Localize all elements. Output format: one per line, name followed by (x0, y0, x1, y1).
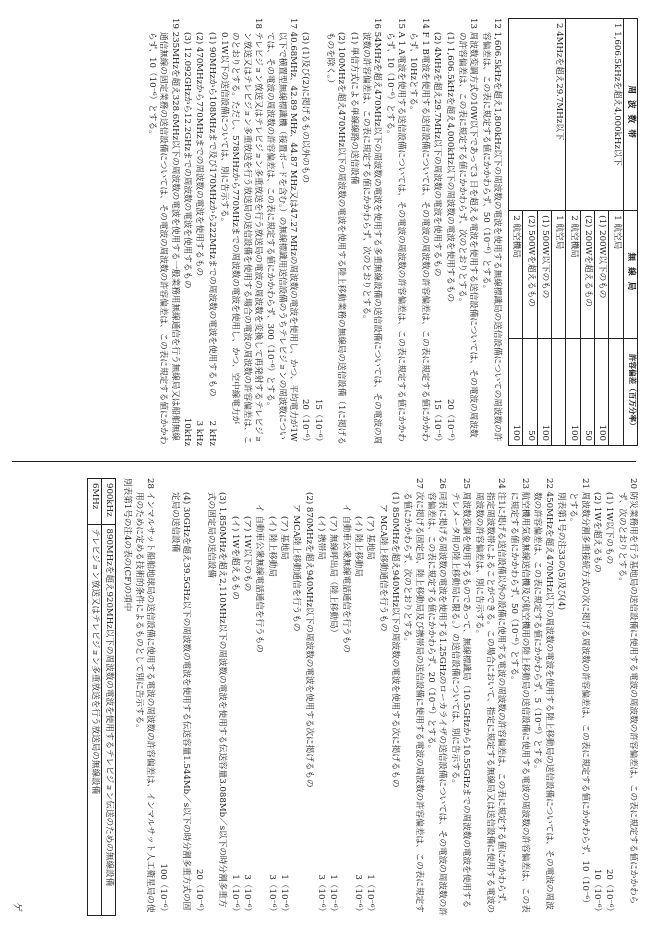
replacement-table (87, 478, 117, 916)
note-27-item: (4) 30GHzを超え39.5GHz以下の周波数の電波を使用する伝送容量1.544Mb／s以下の時分割多重方式の固定局の送信設備 (169, 492, 192, 911)
note-18-item (181, 18, 192, 446)
note-23: 23 航空機用気象無線送信機及び航空機用の陸上移動局の送信設備に使用する電波の周波数の許容偏差は、この表に規定する値にかかわらず、50（10⁻⁶）とする。 (508, 478, 530, 913)
note-25: 25 周波数変調を使用するものであって、無線標識局（10.5GHzから10.55GHzまでの周波数の電波を使用するテレメータ用の陸上移動局に限る。）の送信設備については、別に告示する。 (449, 478, 472, 909)
item-value: 3（10⁻⁶） (316, 874, 327, 916)
note-17: 17 40.68MHz、42.89 MHz、44.87 MHz又は47.27 MHzの周波数の電波を使用し、かつ、平均電力が1W以下で横置型無線標識機（接置ボードを含む。）の無線標識用送信設備のうちテレビジョンの周波数については、その電波の周波数の許容偏差は、この表に規定する値にかかわらず、300（10⁻⁶）とする。 (265, 18, 299, 442)
right-column (10, 478, 638, 916)
note-18: 18 テレビジョン放送又はテレビジョン多重放送を行う放送局の電波の周波数を変換して再発射するテレビジョン放送又はテレビジョン多重放送を行う放送局の送信設備を使用する場合の電波の周波数の許容偏差は、このとおりとする。ただし、578MHzから770MHzまでの周波数の電波を使用し、かつ、空中線電力が0.1W以下の送信設備については、別に告示する。 (219, 18, 264, 445)
tv-text: 890MHzを超え920MHz以下の周波数の電波を使用するテレビジョン伝送のための無線設備 (101, 524, 115, 915)
item-text: (3) 12.092GHzから12.2GHzまでの周波数の電波を使用するもの (181, 32, 192, 289)
note-13-item (431, 18, 442, 446)
item-value: 1（10⁻⁶） (365, 874, 376, 916)
item-value: 20（10⁻⁶） (604, 868, 615, 916)
item-value: 1（10⁻⁶） (279, 874, 290, 916)
item-value: 15（10⁻⁶） (432, 398, 443, 446)
item-value: 10（10⁻⁶） (591, 868, 602, 916)
station-row: (2) 200Wを超えるもの (580, 211, 594, 338)
item-text: (3) (1)及び(2)に掲げるもの以外のもの (300, 32, 311, 183)
item-text: (イ) 携帯局 (316, 516, 327, 560)
note-27-entry (327, 478, 338, 916)
note-27-item: (3) 1,850MHzを超え2,110MHz以下の周波数の電波を使用する伝送容量3.088Mb／s以下の時分割多重方式の固定局の送信設備 (205, 492, 228, 908)
note-27-subitem: イ 自動車公衆無線電話通信を行うもの (340, 504, 351, 653)
note-27-entry (228, 478, 239, 916)
note-20-item (591, 478, 602, 916)
note-13-item (443, 18, 454, 446)
left-column (10, 18, 638, 446)
note-27-entry (156, 478, 167, 916)
station-row: (2) 500Wを超えるもの (523, 211, 537, 338)
item-value: 1（10⁻⁶） (328, 874, 339, 916)
tolerance-value (609, 338, 623, 445)
note-12: 12 1,606.5kHzを超え1,800kHz以下の周波数の電波を使用する無線標識局の送信設備についての周波数の許容偏差は、この表に規定する値にかかわらず、50（10⁻⁶）とする。 (480, 18, 502, 442)
station-row: 1 航空局 (609, 211, 623, 338)
header-band: 周波数帯 (623, 19, 637, 211)
tolerance-table (508, 18, 638, 446)
tolerance-value: 100 (566, 338, 580, 445)
note-20: 20 防災業務用を行う基地局の送信設備に使用する電波の周波数の許容偏差は、この表に規定する値にかかわらず、次のとおりとする。 (616, 478, 638, 905)
item-text: (1) 1W以下のもの (604, 492, 615, 565)
tolerance-value: 50 (580, 338, 594, 445)
reference-line: 別表第1号の注4の表の(CF)の項中 (121, 478, 132, 612)
item-text: (2) 4MHzを超え29.7MHz以下の周波数の電波を使用するもの (432, 32, 443, 277)
item-text: (イ) 1Wを超えるもの (229, 516, 240, 600)
note-13: 13 周波数変調方式の10W以下であって3 日を超える電波を使用する送信設備については、その電波の周波数の許容偏差は、この表に規定する値にかかわらず、次のとおりとする。 (456, 18, 479, 438)
station-row: 2 航空機局 (508, 211, 522, 338)
column-divider (12, 461, 636, 462)
item-text: (ア) 1W以下のもの (242, 516, 252, 592)
note-26: 26 同表に掲げる周波数の電波を使用する1.25GHzのローカライザの送信設備については、その電波の周波数の許容偏差は、この表に規定する値にかかわらず、20（10⁻⁶）とする。 (426, 478, 448, 916)
note-27-subitem: ア MCA陸上移動通信を行うもの (377, 504, 388, 632)
note-28: 28 インマルサット船舶地球局の送信設備に使用する電波の周波数の許容偏差は、インマルサット人工衛星局の使用のために定める技術的条件によるものとして別に告示する。 (133, 478, 156, 913)
item-value: 20（10⁻⁶） (193, 868, 204, 916)
note-21: 21 周波数分割多重接続方式の次に掲げる周波数の許容偏差は、この表に規定する値にかかわらず、10（10⁻⁶）とする。 (568, 478, 590, 908)
station-row: 2 航空機局 (566, 211, 580, 338)
note-20-item (603, 478, 614, 916)
note-27-entry (364, 478, 375, 916)
page-mark: ゲ (11, 902, 23, 912)
band-2: 2 4MHzを超え29.7MHz以下 (508, 19, 565, 211)
item-text: (ア) 基地局 (365, 516, 376, 560)
note-27: 27 次に掲げる固定局、陸上移動局及び携帯局の送信設備に使用する電波の周波数の許容偏差は、この表に規定する値にかかわらず、次のとおりとする。 (402, 478, 424, 913)
note-27-entry (352, 478, 363, 916)
item-value: 100（10⁻⁶） (157, 863, 168, 916)
item-text: (1) 90MHzから108MHzまで及び170MHzから222MHzまでの周波数の電波を使用するもの (206, 32, 217, 397)
note-18-item (205, 18, 216, 446)
note-27-entry (278, 478, 289, 916)
note-27-entry (315, 478, 326, 916)
item-text: (ア) 無線呼出局（陸上移動局） (328, 516, 339, 638)
item-value: 3（10⁻⁶） (242, 874, 252, 916)
item-value: 15（10⁻⁶） (312, 398, 323, 446)
note-22: 22 450MHzを超え470MHz以下の周波数の電波を使用する陸上移動局の送信設備については、その電波の周波数の許容偏差は、この表に規定する値にかかわらず、5（10⁻⁶）とする。 (532, 478, 554, 910)
item-text: (イ) 陸上移動局 (353, 516, 364, 577)
item-value: 3（10⁻⁶） (266, 874, 277, 916)
item-value: 20（10⁻⁶） (300, 398, 311, 446)
item-text: (イ) 陸上移動局 (266, 516, 277, 577)
item-text: (2) 470MHzから770MHzまでの周波数の電波を使用するもの (194, 32, 205, 277)
header-station: 無線局 (623, 211, 637, 338)
note-16: 16 54MHzを超え470MHz以下の周波数の電波を使用する多重無線設備の送信設備については、その電波の周波数の許容偏差は、この表に規定する値にかかわらず、次のとおりとする。 (361, 18, 383, 445)
item-value: 20（10⁻⁶） (444, 398, 455, 446)
note-19: 19 235MHzを超え328.6MHz以下の周波数の電波を使用する一般業務用無線通信を行う無線局又は船舶無線通信無線の固定業務の送信設備については、その電波の周波数の許容偏差は、この表に規定する値にかかわらず、10（10⁻⁶）とする。 (146, 18, 180, 445)
note-16-item: (1) 単信方式による単線線路の送信設備 (348, 32, 359, 185)
station-row: 1 航空局 (551, 211, 565, 338)
note-14: 14 F 1 B電波を使用する送信設備については、その電波の周波数の許容偏差は、この表に規定する値にかかわらず、10Hzとする。 (408, 18, 430, 442)
tolerance-value: 50 (523, 338, 537, 445)
note-27-item: (2) 870MHzを超え940MHz以下の周波数の電波を使用する次に掲げるもの (303, 492, 314, 788)
note-27-item: (1) 850MHzを超え940MHz以下の周波数の電波を使用する次に掲げるもの (390, 492, 401, 788)
note-27-subitem: イ 自動車公衆無線電話通信を行うもの (254, 504, 265, 653)
note-27-subitem: ア MCA陸上移動通信を行うもの (291, 504, 302, 632)
tv-text: テレビジョン放送又はテレビジョン多重放送を行う放送局の無線設備 (87, 524, 101, 915)
note-18-item (193, 18, 204, 446)
note-21-ref: 別表第1号の注33の(5)及び(4) (555, 492, 566, 611)
note-24: 24 注1に掲げる送信設備以外の設備に使用する電波の周波数の許容偏差は、この表に規定する値にかかわらず、指定周波数帯によることができる。この場合において、指定に規定する無線局又は送信設備に使用する電波の周波数の許容偏差は、別に告示する。 (473, 478, 507, 913)
item-value: 1（10⁻⁶） (229, 874, 240, 916)
note-16-item: (2) 100MHzを超え470MHz以下の周波数の電波を使用する陸上移動業務の無線局の送信設備（1に掲げるものを除く。） (325, 32, 347, 445)
note-27-entry (192, 478, 203, 916)
item-text: (2) 1Wを超えるもの (591, 492, 602, 573)
note-16-item (311, 18, 322, 446)
item-value: 3 kHz (194, 420, 205, 446)
header-tolerance: 許容偏差（百万分率） (623, 338, 637, 445)
item-text: (ア) 基地局 (279, 516, 290, 560)
note-27-entry (265, 478, 276, 916)
band-1: 1 1,606.5kHzを超え4,000kHz以下 (566, 19, 623, 211)
note-16-item (299, 18, 310, 446)
item-value: 10kHz (181, 417, 192, 446)
note-15: 15 A 1 A電波を使用する送信設備については、その電波の周波数の許容偏差は、この表に規定する値にかかわらず、10（10⁻⁶）とする。 (384, 18, 407, 442)
tolerance-value: 100 (508, 338, 522, 445)
item-value: 3（10⁻⁶） (353, 874, 364, 916)
station-row: (1) 500W以下のもの (537, 211, 551, 338)
tolerance-value: 100 (594, 338, 608, 445)
note-27-entry (241, 478, 252, 916)
tv-band: 900kHz (101, 479, 115, 525)
item-value: 2 kHz (206, 420, 217, 446)
tv-band: 6MHz (87, 479, 101, 525)
tolerance-value (551, 338, 565, 445)
tolerance-value: 100 (537, 338, 551, 445)
item-text: (1) 1,606.5kHzを超え4,000kHz以下の周波数の電波を使用するもの (444, 32, 455, 303)
station-row: (1) 200W以下のもの (594, 211, 608, 338)
